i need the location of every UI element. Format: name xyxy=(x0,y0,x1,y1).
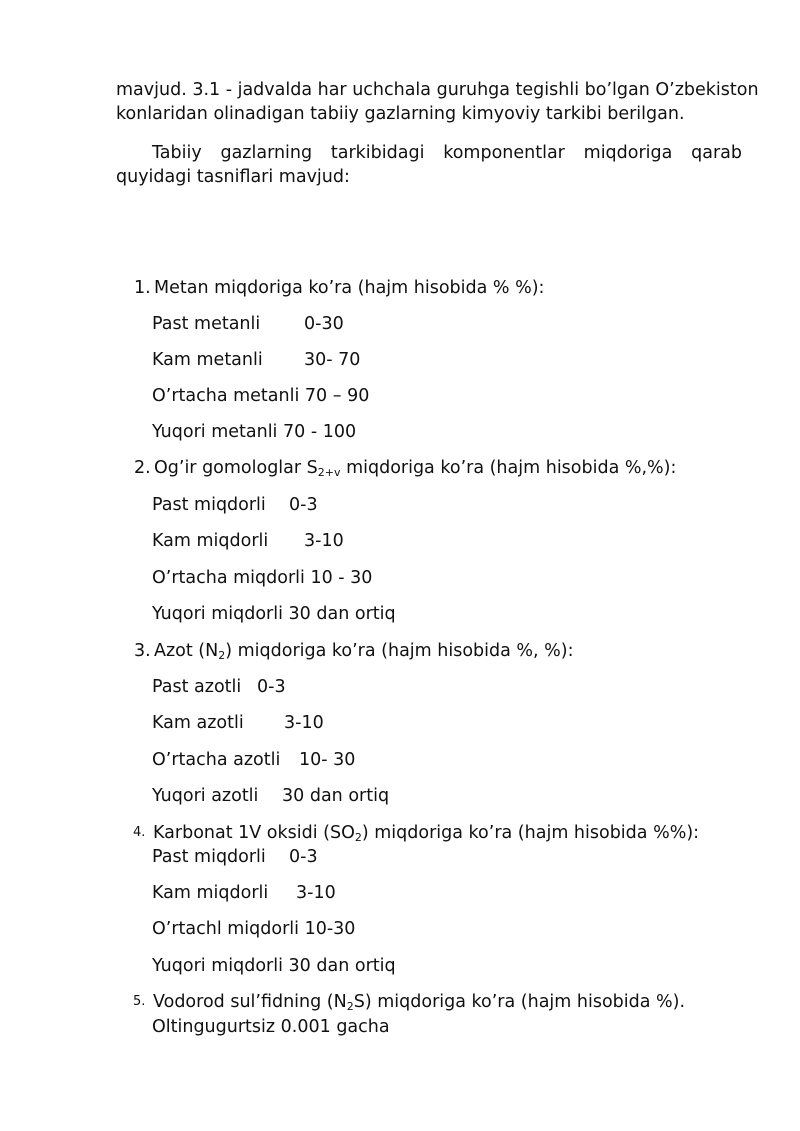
section-3-item-3-value: 10- 30 xyxy=(299,750,356,770)
section-5-item-1-value: 0.001 gacha xyxy=(280,1017,390,1037)
section-2-item-1-value: 0-3 xyxy=(289,495,318,515)
section-5-number: 5. xyxy=(133,994,146,1009)
section-2-item-2-label: Kam miqdorli xyxy=(152,531,269,551)
section-3-number: 3. xyxy=(134,641,151,661)
section-5-item-1 xyxy=(152,1015,390,1039)
section-4-item-2-value: 3-10 xyxy=(296,883,336,903)
intro-para2-line-1: Tabiiy gazlarning tarkibidagi komponentlar miqdoriga qarab xyxy=(152,143,742,163)
section-4-item-3-label: O’rtachl miqdorli xyxy=(152,919,300,939)
section-4-item-3-value: 10-30 xyxy=(304,919,356,939)
section-2-item-3-label: O’rtacha miqdorli xyxy=(152,568,305,588)
section-5-heading-pre: Vodorod sul’fidning (N xyxy=(153,992,347,1012)
section-2-item-4 xyxy=(152,602,396,626)
intro-para2-line-2: quyidagi tasniflari mavjud: xyxy=(116,167,350,187)
section-1-item-3-value: 70 – 90 xyxy=(304,386,370,406)
section-5-heading-post: S) miqdoriga ko’ra (hajm hisobida %). xyxy=(353,992,686,1012)
section-1-item-1-label: Past metanli xyxy=(152,314,261,334)
section-3-heading-sub: 2 xyxy=(218,649,226,662)
section-1-number: 1. xyxy=(134,278,151,298)
section-3-item-1-label: Past azotli xyxy=(152,677,242,697)
section-5-heading-sub: 2 xyxy=(346,1000,354,1013)
section-1-item-1-value: 0-30 xyxy=(304,314,344,334)
section-2-heading xyxy=(154,456,676,485)
intro-line-2: konlaridan olinadigan tabiiy gazlarning kimyoviy tarkibi berilgan. xyxy=(116,104,685,124)
section-4-item-2-label: Kam miqdorli xyxy=(152,883,269,903)
section-2-item-2-value: 3-10 xyxy=(304,531,344,551)
section-4-item-4-value: 30 dan ortiq xyxy=(288,956,396,976)
section-2-heading-sub: 2+v xyxy=(317,466,341,479)
section-1-item-2-label: Kam metanli xyxy=(152,350,263,370)
section-1-heading: Metan miqdoriga ko’ra (hajm hisobida % %): xyxy=(154,278,545,298)
intro-line-1: mavjud. 3.1 - jadvalda har uchchala guruhga tegishli bo’lgan O’zbekiston xyxy=(116,80,759,100)
section-4-item-1-value: 0-3 xyxy=(289,847,318,867)
section-4-item-1-label: Past miqdorli xyxy=(152,847,266,867)
section-3-item-1-value: 0-3 xyxy=(257,677,286,697)
section-3-item-4-label: Yuqori azotli xyxy=(152,786,259,806)
section-3-item-2-label: Kam azotli xyxy=(152,713,244,733)
section-2-item-4-value: 30 dan ortiq xyxy=(288,604,396,624)
section-2-number: 2. xyxy=(134,458,151,478)
section-2-item-1-label: Past miqdorli xyxy=(152,495,266,515)
section-4-item-3 xyxy=(152,917,355,941)
section-1-item-4 xyxy=(152,420,356,444)
section-2-heading-post: miqdoriga ko’ra (hajm hisobida %,%): xyxy=(340,458,677,478)
section-2-heading-pre: Og’ir gomologlar S xyxy=(154,458,318,478)
section-1-item-4-label: Yuqori metanli xyxy=(152,422,278,442)
section-2-item-3-value: 10 - 30 xyxy=(310,568,373,588)
section-5-item-1-label: Oltingugurtsiz xyxy=(152,1017,276,1037)
section-4-item-4-label: Yuqori miqdorli xyxy=(152,956,283,976)
section-3-heading-post: ) miqdoriga ko’ra (hajm hisobida %, %): xyxy=(225,641,574,661)
section-1-item-3 xyxy=(152,384,369,408)
section-4-heading-sub: 2 xyxy=(354,831,362,844)
section-1-item-3-label: O’rtacha metanli xyxy=(152,386,300,406)
section-4-number: 4. xyxy=(133,825,146,840)
section-1-item-2-value: 30- 70 xyxy=(304,350,361,370)
section-3-item-4-value: 30 dan ortiq xyxy=(282,786,390,806)
section-2-item-3 xyxy=(152,566,372,590)
section-2-item-4-label: Yuqori miqdorli xyxy=(152,604,283,624)
section-4-heading-pre: Karbonat 1V oksidi (SO xyxy=(153,823,355,843)
section-3-heading-pre: Azot (N xyxy=(154,641,219,661)
section-3-heading xyxy=(154,639,574,668)
section-4-item-4 xyxy=(152,954,396,978)
section-3-item-2-value: 3-10 xyxy=(284,713,324,733)
section-4-heading-post: ) miqdoriga ko’ra (hajm hisobida %%): xyxy=(361,823,700,843)
section-3-item-3-label: O’rtacha azotli xyxy=(152,750,281,770)
section-1-item-4-value: 70 - 100 xyxy=(283,422,357,442)
